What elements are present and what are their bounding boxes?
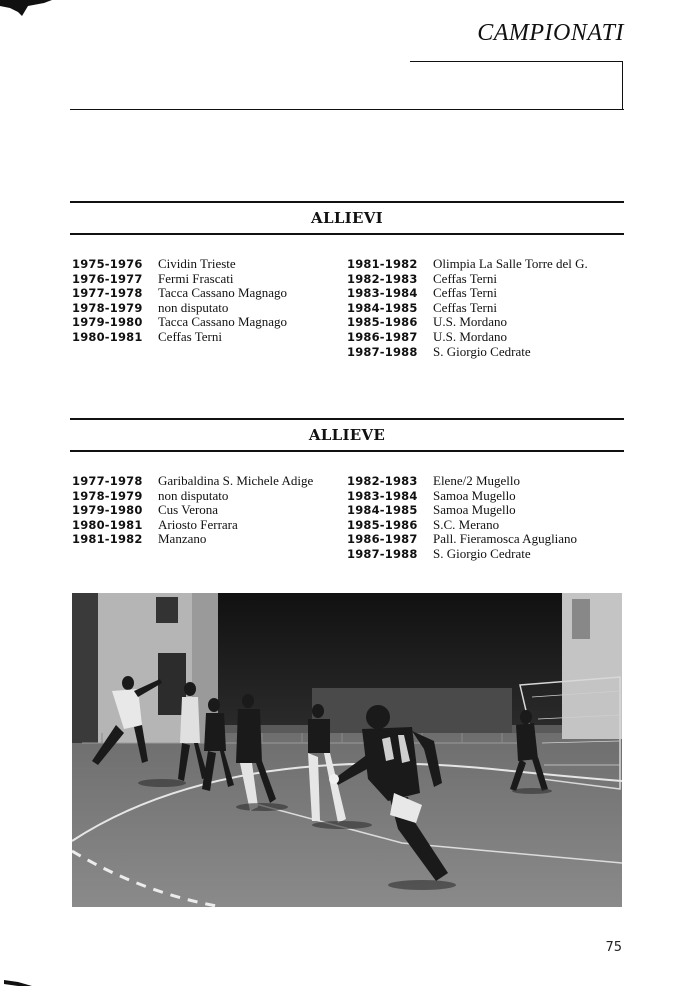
photo-illustration (72, 593, 622, 907)
season: 1986-1987 (347, 329, 418, 344)
season: 1987-1988 (347, 344, 418, 359)
champion-row (72, 301, 287, 316)
champion-row (347, 330, 588, 345)
team: Ceffas Terni (433, 285, 497, 301)
team: Olimpia La Salle Torre del G. (433, 256, 588, 271)
header-rule (70, 109, 624, 110)
season: 1978-1979 (72, 300, 143, 315)
team: Ceffas Terni (433, 270, 497, 286)
corner-scan-mark (4, 978, 34, 988)
season: 1981-1982 (347, 257, 418, 271)
season: 1982-1983 (347, 474, 418, 488)
team: Ceffas Terni (158, 328, 222, 344)
champion-row (72, 503, 313, 518)
team: Tacca Cassano Magnago (158, 314, 288, 330)
champion-row (347, 286, 588, 301)
champion-row (72, 315, 287, 330)
season: 1983-1984 (347, 488, 418, 503)
season: 1985-1986 (347, 315, 418, 330)
champion-row (347, 489, 577, 504)
season: 1977-1978 (72, 286, 143, 301)
header-frame (410, 61, 623, 109)
season: 1982-1983 (347, 271, 418, 286)
allievi-section (70, 201, 624, 361)
season: 1985-1986 (347, 517, 418, 532)
season: 1978-1979 (72, 488, 143, 503)
team: Manzano (158, 531, 207, 547)
team: Elene/2 Mugello (433, 473, 521, 488)
team: U.S. Mordano (433, 328, 508, 344)
allieve-champions-list (70, 474, 624, 564)
champion-row (72, 257, 287, 272)
season: 1975-1976 (72, 257, 143, 271)
allievi-rule-bottom (70, 233, 624, 235)
team: Tacca Cassano Magnago (158, 285, 288, 301)
season: 1981-1982 (72, 532, 143, 547)
page-number: 75 (605, 940, 622, 955)
allievi-title: ALLIEVI (311, 209, 383, 227)
team: U.S. Mordano (433, 314, 508, 330)
team: S. Giorgio Cedrate (433, 343, 531, 359)
handball-match-photo (72, 593, 622, 907)
champion-row (347, 503, 577, 518)
allieve-column-left (72, 474, 313, 547)
champion-row (347, 532, 577, 547)
allieve-section (70, 418, 624, 564)
allievi-champions-list (70, 257, 624, 361)
corner-registration-mark (0, 0, 52, 20)
season: 1979-1980 (72, 503, 143, 518)
allievi-column-right (347, 257, 588, 359)
team: Cividin Trieste (158, 256, 236, 271)
champion-row (72, 489, 313, 504)
season: 1976-1977 (72, 271, 143, 286)
team: S.C. Merano (433, 516, 500, 532)
season: 1980-1981 (72, 329, 143, 344)
team: non disputato (158, 487, 229, 503)
champion-row (347, 474, 577, 489)
champion-row (347, 272, 588, 287)
allievi-column-left (72, 257, 287, 345)
team: Samoa Mugello (433, 502, 516, 518)
champion-row (347, 518, 577, 533)
team: Ariosto Ferrara (158, 516, 238, 532)
team: Cus Verona (158, 502, 219, 518)
champion-row (72, 474, 313, 489)
champion-row (347, 301, 588, 316)
champion-row (347, 315, 588, 330)
team: Fermi Frascati (158, 270, 234, 286)
season: 1984-1985 (347, 503, 418, 518)
champion-row (347, 345, 588, 360)
team: Samoa Mugello (433, 487, 516, 503)
champion-row (72, 518, 313, 533)
team: Pall. Fieramosca Agugliano (433, 531, 578, 547)
allieve-column-right (347, 474, 577, 562)
season: 1977-1978 (72, 474, 143, 488)
season: 1979-1980 (72, 315, 143, 330)
season: 1986-1987 (347, 532, 418, 547)
champion-row (72, 286, 287, 301)
champion-row (72, 272, 287, 287)
season: 1983-1984 (347, 286, 418, 301)
allieve-title: ALLIEVE (308, 426, 386, 444)
champion-row (347, 257, 588, 272)
champion-row (72, 532, 313, 547)
champion-row (72, 330, 287, 345)
season: 1980-1981 (72, 517, 143, 532)
team: Garibaldina S. Michele Adige (158, 473, 314, 488)
team: S. Giorgio Cedrate (433, 545, 531, 561)
team: non disputato (158, 299, 229, 315)
season: 1987-1988 (347, 546, 418, 561)
section-heading: CAMPIONATI (477, 20, 624, 46)
team: Ceffas Terni (433, 299, 497, 315)
allieve-rule-bottom (70, 450, 624, 452)
season: 1984-1985 (347, 300, 418, 315)
champion-row (347, 547, 577, 562)
